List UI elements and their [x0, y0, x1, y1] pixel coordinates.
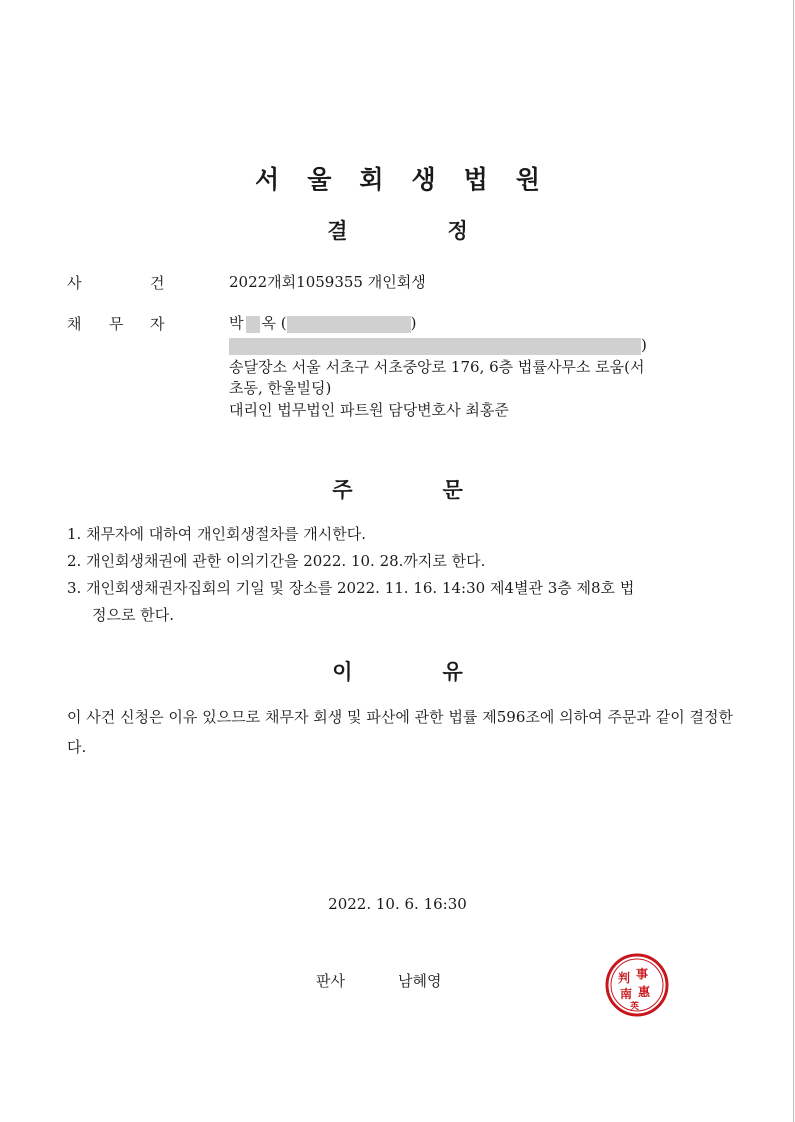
debtor-label-1: 채 — [67, 315, 82, 333]
reason-title: 이 유 — [332, 660, 463, 684]
debtor-label-3: 자 — [150, 315, 165, 333]
case-number: 2022개회1059355 개인회생 — [229, 273, 426, 291]
court-name: 서 울 회 생 법 원 — [255, 165, 540, 194]
case-label-1: 사 — [67, 274, 82, 292]
redaction-mask — [229, 338, 641, 355]
svg-text:南: 南 — [620, 987, 633, 1001]
order-item: 3. 개인회생채권자집회의 기일 및 장소를 2022. 11. 16. 14:30 제4별관 3층 제8호 법 — [67, 579, 635, 597]
service-address: 송달장소 서울 서초구 서초중앙로 176, 6층 법률사무소 로움(서 — [229, 358, 645, 376]
debtor-address: ) — [229, 334, 647, 356]
decision-date: 2022. 10. 6. 16:30 — [328, 895, 467, 913]
reason-text: 이 사건 신청은 이유 있으므로 채무자 회생 및 파산에 관한 법률 제596조에 의하여 주문과 같이 결정한다. — [67, 708, 733, 756]
debtor-label-2: 무 — [109, 315, 124, 333]
judge-name: 남혜영 — [398, 972, 442, 990]
service-address-cont: 초동, 한울빌딩) — [229, 379, 332, 397]
order-item-cont: 정으로 한다. — [92, 606, 174, 624]
svg-text:惠: 惠 — [638, 985, 651, 999]
redaction-mask — [287, 316, 411, 333]
judge-title: 판사 — [316, 972, 345, 990]
agent: 대리인 법무법인 파트원 담당변호사 최홍준 — [229, 401, 509, 419]
svg-text:英: 英 — [630, 1002, 640, 1012]
svg-text:事: 事 — [636, 967, 649, 981]
order-title: 주 문 — [332, 478, 463, 502]
order-item: 1. 채무자에 대하여 개인회생절차를 개시한다. — [67, 525, 366, 543]
redaction-mask — [246, 316, 260, 333]
order-item: 2. 개인회생채권에 관한 이의기간을 2022. 10. 28.까지로 한다. — [67, 552, 486, 570]
case-label-2: 건 — [150, 274, 165, 292]
svg-text:判: 判 — [618, 971, 631, 985]
judge-seal-icon — [604, 952, 670, 1018]
debtor-name: 박 옥 ( ) — [229, 314, 417, 332]
decision-title: 결 정 — [327, 219, 468, 243]
